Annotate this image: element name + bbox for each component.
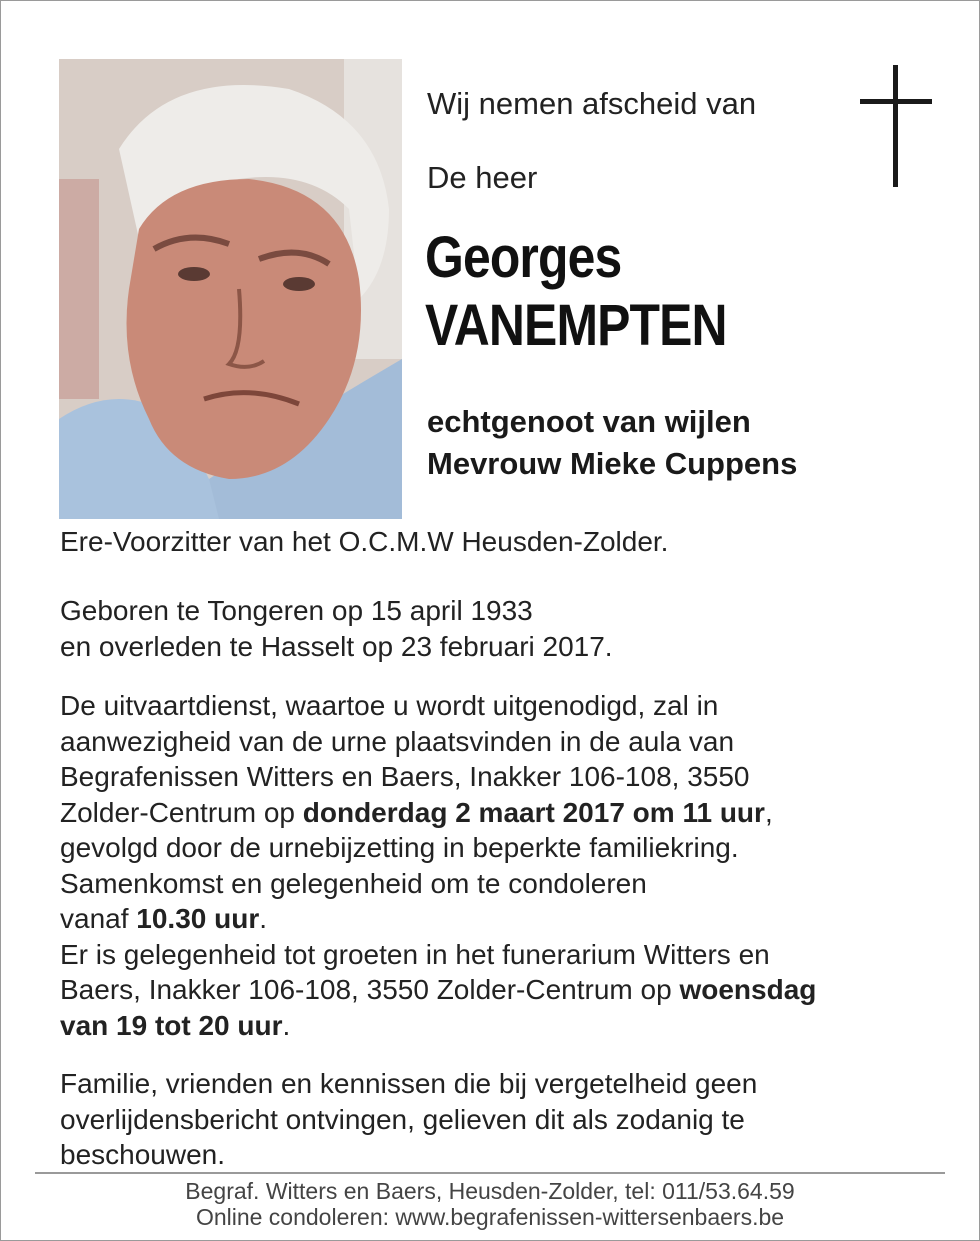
family-notice <box>60 1066 757 1173</box>
service-line: Samenkomst en gelegenheid om te condoleren <box>60 867 647 899</box>
family-line: beschouwen. <box>60 1139 226 1170</box>
death-line: en overleden te Hasselt op 23 februari 2017. <box>60 630 613 662</box>
first-name: Georges <box>425 225 622 290</box>
service-line: gevolgd door de urnebijzetting in beperkte familiekring. <box>60 832 739 863</box>
footer-contact: Begraf. Witters en Baers, Heusden-Zolder, tel: 011/53.64.59 <box>185 1178 795 1204</box>
honorific: De heer <box>427 160 538 195</box>
service-line: Er is gelegenheid tot groeten in het funerarium Witters en <box>60 938 770 970</box>
service-date: donderdag 2 maart 2017 om 11 uur <box>302 796 765 828</box>
last-name: VANEMPTEN <box>425 293 727 358</box>
cross-icon <box>860 65 932 187</box>
service-line: aanwezigheid van de urne plaatsvinden in de aula van <box>60 725 735 757</box>
family-line: Familie, vrienden en kennissen die bij vergetelheid geen <box>60 1068 758 1099</box>
spouse-line-2: Mevrouw Mieke Cuppens <box>427 446 798 481</box>
service-line: vanaf 10.30 uur. <box>60 903 268 934</box>
service-line: van 19 tot 20 uur. <box>60 1009 291 1041</box>
portrait-photo <box>59 59 402 519</box>
role-line: Ere-Voorzitter van het O.C.M.W Heusden-Zolder. <box>60 526 669 557</box>
family-line: overlijdensbericht ontvingen, gelieven dit als zodanig te <box>60 1103 745 1135</box>
service-block <box>60 688 816 1043</box>
condolence-time: 10.30 uur <box>136 903 260 934</box>
birth-death-block <box>60 593 613 664</box>
visit-day: woensdag <box>679 974 817 1005</box>
spouse-line-1: echtgenoot van wijlen <box>427 404 751 439</box>
footer-website[interactable]: Online condoleren: www.begrafenissen-wittersenbaers.be <box>195 1204 785 1230</box>
role-text <box>60 524 668 560</box>
footer-divider <box>35 1172 945 1174</box>
service-line: De uitvaartdienst, waartoe u wordt uitgenodigd, zal in <box>60 690 719 721</box>
intro-text: Wij nemen afscheid van <box>427 86 757 121</box>
service-line: Baers, Inakker 106-108, 3550 Zolder-Centrum op woensdag <box>60 974 817 1005</box>
service-line: Begrafenissen Witters en Baers, Inakker 106-108, 3550 <box>60 761 750 792</box>
service-line: Zolder-Centrum op donderdag 2 maart 2017 om 11 uur, <box>60 796 773 828</box>
visit-time: van 19 tot 20 uur <box>60 1009 283 1041</box>
birth-line: Geboren te Tongeren op 15 april 1933 <box>60 595 533 626</box>
